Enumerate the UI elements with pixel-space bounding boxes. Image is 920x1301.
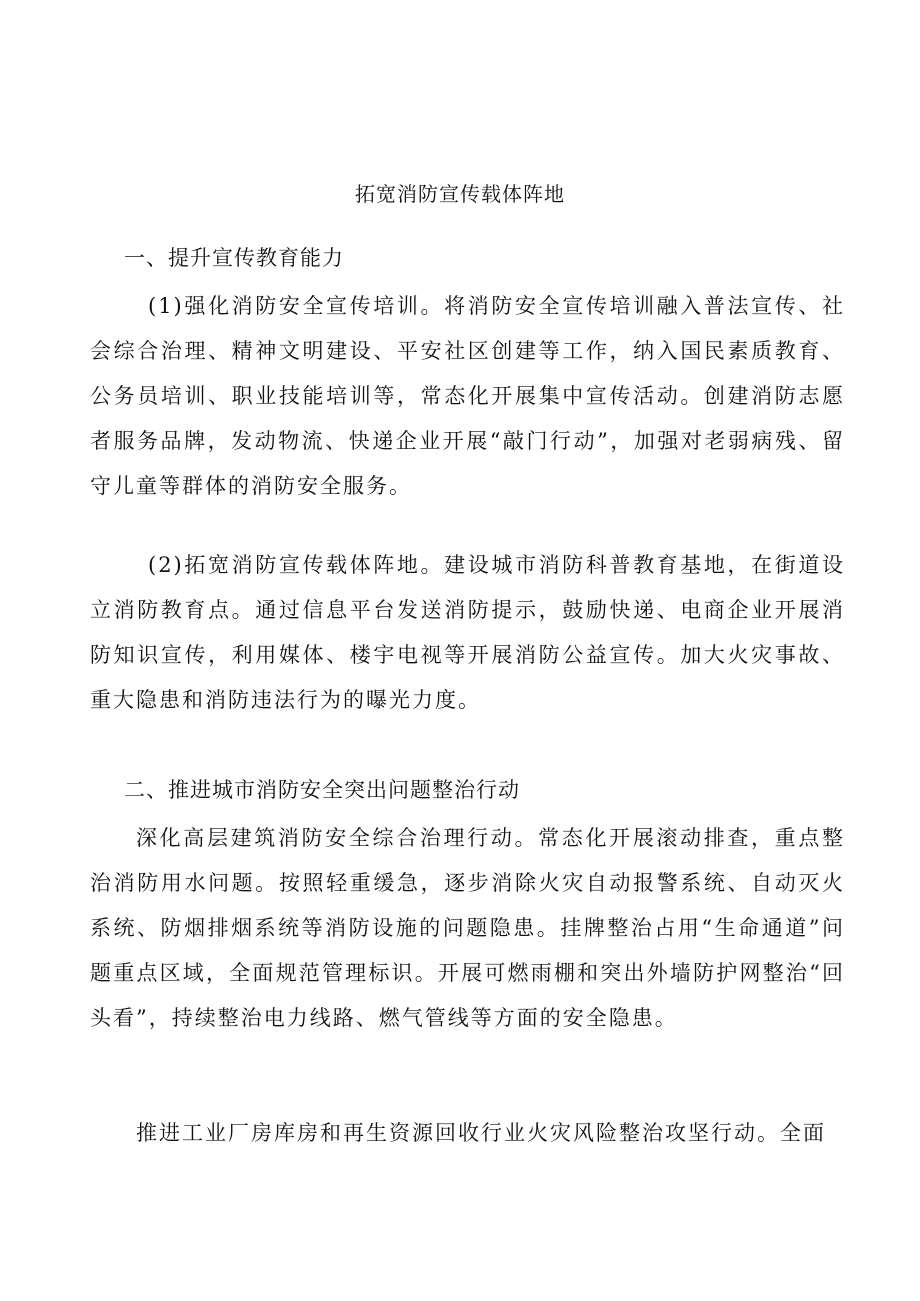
section-heading-1: 一、提升宣传教育能力: [124, 246, 344, 270]
section-heading-2: 二、推进城市消防安全突出问题整治行动: [124, 778, 520, 802]
paragraph-1-1: (1)强化消防安全宣传培训。将消防安全宣传培训融入普法宣传、社会综合治理、精神文明建设、平安社区创建等工作，纳入国民素质教育、公务员培训、职业技能培训等，常态化开展集中宣传活动。创建消防志愿者服务品牌，发动物流、快递企业开展“敲门行动”，加强对老弱病残、留守儿童等群体的消防安全服务。: [90, 294, 845, 498]
paragraph-2-2: 推进工业厂房库房和再生资源回收行业火灾风险整治攻坚行动。全面: [136, 1121, 826, 1145]
paragraph-1-2: (2)拓宽消防宣传载体阵地。建设城市消防科普教育基地，在街道设立消防教育点。通过信息平台发送消防提示，鼓励快递、电商企业开展消防知识宣传，利用媒体、楼宇电视等开展消防公益宣传。加大火灾事故、重大隐患和消防违法行为的曝光力度。: [90, 553, 845, 712]
page-title: 拓宽消防宣传载体阵地: [355, 182, 565, 206]
paragraph-2-1: 深化高层建筑消防安全综合治理行动。常态化开展滚动排查，重点整治消防用水问题。按照轻重缓急，逐步消除火灾自动报警系统、自动灭火系统、防烟排烟系统等消防设施的问题隐患。挂牌整治占用“生命通道”问题重点区域，全面规范管理标识。开展可燃雨棚和突出外墙防护网整治“回头看”，持续整治电力线路、燃气管线等方面的安全隐患。: [90, 826, 845, 1030]
